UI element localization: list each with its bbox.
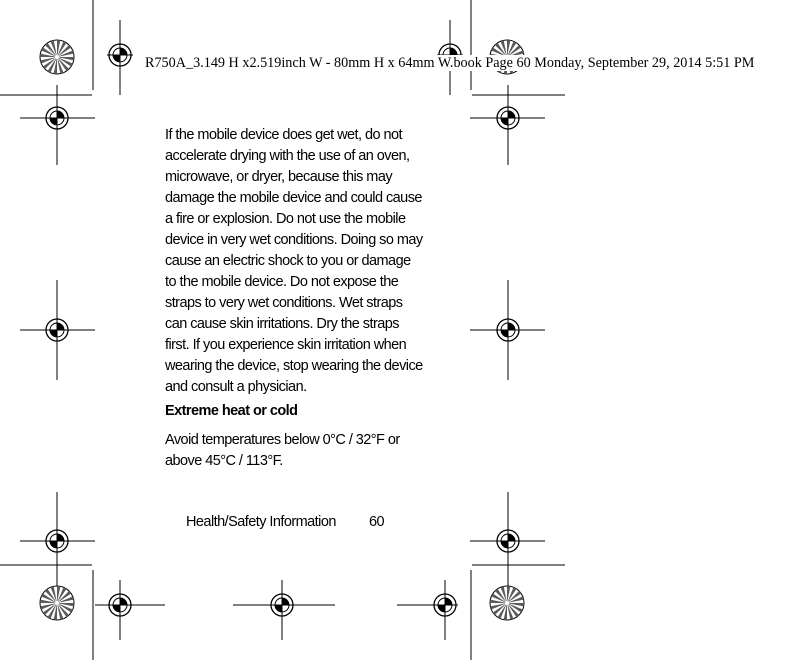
registration-mark xyxy=(495,528,521,554)
page-body xyxy=(165,125,425,472)
paragraph-temperature: Avoid temperatures below 0°C / 32°F or above 45°C / 113°F. xyxy=(165,432,400,469)
registration-mark xyxy=(44,317,70,343)
registration-mark xyxy=(495,105,521,131)
registration-mark xyxy=(107,592,133,618)
registration-mark xyxy=(495,317,521,343)
registration-mark xyxy=(269,592,295,618)
registration-mark xyxy=(107,42,133,68)
star-target-mark xyxy=(40,40,74,74)
heading-extreme-heat-or-cold: Extreme heat or cold xyxy=(165,403,298,419)
page-number: 60 xyxy=(369,514,385,530)
paragraph-wet-device: If the mobile device does get wet, do not accelerate drying with the use of an oven, microwave, or dryer, because this may damage the mobile device and could cause a fire or explosion. Do not use the mobile device in very wet conditions. Doing so may cause an electric shock to you or damage to the mobile device. Do not expose the straps to very wet conditions. Wet straps can cause skin irritations. Dry the straps first. If you experience skin irritation when wearing the device, stop wearing the device and consult a physician. xyxy=(165,127,423,395)
registration-mark xyxy=(44,105,70,131)
registration-mark xyxy=(44,528,70,554)
footer-section-title: Health/Safety Information xyxy=(186,514,336,530)
registration-mark xyxy=(432,592,458,618)
slug-line: R750A_3.149 H x2.519inch W - 80mm H x 64mm W.book Page 60 Monday, September 29, 2014 5:51 PM xyxy=(145,55,755,71)
star-target-mark xyxy=(40,586,74,620)
star-target-mark xyxy=(490,586,524,620)
